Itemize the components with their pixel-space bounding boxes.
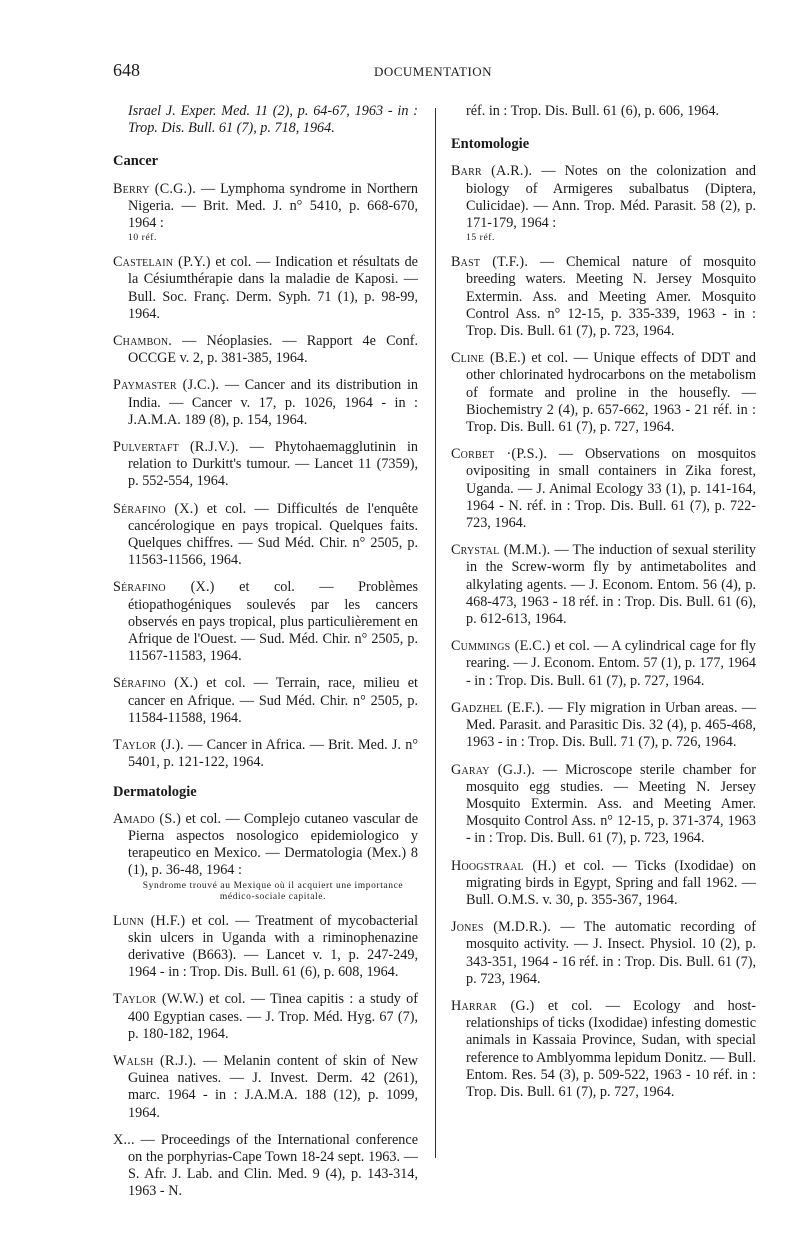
entry-author: Sérafino (X.) (113, 675, 199, 692)
section-title: Dermatologie (113, 783, 197, 800)
bibliography-entry (113, 811, 418, 903)
bibliography-entry (113, 913, 418, 982)
entry-author: Corbet ·(P.S.). (451, 446, 548, 463)
entry-author: Paymaster (J.C.). (113, 377, 220, 394)
entry-text: — Microscope sterile chamber for mosquito egg studies. — Meeting N. Jersey Mosquito Extermin. Ass. and Meeting Amer. Mosquito Control Ass. n° 12-15, p. 371-374, 1963 - in : Trop. Dis. Bull. 61 (7), p. 723, 1964. (466, 761, 756, 847)
running-head: DOCUMENTATION (373, 64, 493, 79)
bibliography-entry (113, 579, 418, 665)
entry-author: Walsh (R.J.). (113, 1052, 197, 1069)
bibliography-entry (451, 919, 756, 988)
entry-note: 10 réf. (128, 233, 157, 244)
entry-text: — Melanin content of skin of New Guinea natives. — J. Invest. Derm. 42 (261), marc. 1964 - in : J.A.M.A. 188 (12), p. 1099, 1964. (128, 1052, 418, 1121)
entry-text: — Cancer and its distribution in India. — Cancer v. 17, p. 1026, 1964 - in : J.A.M.A. 189 (8), p. 154, 1964. (128, 377, 419, 428)
bibliography-entry (113, 377, 418, 429)
left-column (113, 103, 418, 1211)
entry-text: — The automatic recording of mosquito activity. — J. Insect. Physiol. 10 (2), p. 343-351, 1964 - 16 réf. in : Trop. Dis. Bull. 61 (7), p. 723, 1964. (466, 919, 756, 987)
entry-text: et col. — Indication et résultats de la Césiumthérapie dans la maladie de Kaposi. — Bull. Soc. Franç. Derm. Syph. 71 (1), p. 98-99, 1964. (128, 254, 418, 322)
right-column (451, 103, 756, 1111)
entry-text: — Lymphoma syndrome in Northern Nigeria. — Brit. Med. J. n° 5410, p. 668-670, 1964 : (128, 180, 418, 232)
bibliography-entry (451, 700, 756, 752)
bibliography-entry (451, 638, 756, 690)
bibliography-entry (451, 446, 756, 532)
bibliography-entry (451, 762, 756, 848)
bibliography-entry (113, 675, 418, 727)
continuation-text: réf. in : Trop. Dis. Bull. 61 (6), p. 606, 1964. (466, 103, 720, 119)
entry-author: Taylor (W.W.) (113, 991, 204, 1008)
entry-author: Lunn (H.F.) (113, 912, 186, 929)
entry-author: Harrar (G.) (451, 997, 535, 1014)
entry-author: Chambon. (113, 333, 173, 350)
entry-text: et col. — Problèmes étiopathogéniques soulevés par les cancers observés en pays tropical, plus particulièrement en Afrique de l'Ouest. — Sud. Méd. Chir. n° 2505, p. 11567-11583, 1964. (128, 579, 419, 665)
bibliography-entry (113, 439, 418, 491)
column-divider (435, 108, 436, 1158)
entry-text: — Cancer in Africa. — Brit. Med. J. n° 5401, p. 121-122, 1964. (128, 737, 418, 771)
bibliography-entry (113, 181, 418, 245)
page-header (113, 60, 753, 86)
entry-author: Cline (B.E.) (451, 350, 526, 367)
entry-text: et col. — Complejo cutaneo vascular de Pierna aspectos nosologico epidemiologico y terapeutico en Mexico. — Dermatologia (Mex.) 8 (1), p. 36-48, 1964 : (128, 810, 418, 879)
entry-text: et col. — Tinea capitis : a study of 400 Egyptian cases. — J. Trop. Méd. Hyg. 67 (7), p. 180-182, 1964. (128, 991, 418, 1042)
entry-author: Cummings (E.C.) (451, 638, 551, 655)
entry-text: — Notes on the colonization and biology of Armigeres subalbatus (Diptera, Culicidae). — Ann. Trop. Méd. Parasit. 58 (2), p. 171-179, 1964 : (466, 163, 756, 232)
bibliography-entry (113, 333, 418, 367)
entry-author: Garay (G.J.). (451, 761, 536, 778)
entry-text: et col. — A cylindrical cage for fly rearing. — J. Econom. Entom. 57 (1), p. 177, 1964 - in : Trop. Dis. Bull. 61 (7), p. 727, 1964. (466, 638, 756, 689)
entry-text: — Observations on mosquitos ovipositing in small containers in Zika forest, Uganda. — J. Animal Ecology 33 (1), p. 141-164, 1964 - N. réf. in : Trop. Dis. Bull. 61 (7), p. 722-723, 1964. (466, 446, 756, 532)
page-number: 648 (113, 60, 140, 80)
entry-author: Pulvertaft (R.J.V.). (113, 439, 239, 456)
entry-text: et col. — Ticks (Ixodidae) on migrating birds in Egypt, Spring and fall 1962. — Bull. O.M.S. v. 30, p. 355-367, 1964. (466, 857, 757, 908)
entry-author: Bast (T.F.). (451, 254, 529, 271)
entry-text: — Chemical nature of mosquito breeding waters. Meeting N. Jersey Mosquito Extermin. Ass. and Meeting Amer. Mosquito Control Ass. n° 12-15, p. 335-339, 1963 - in : Trop. Dis. Bull. 61 (7), p. 723, 1964. (466, 254, 756, 340)
entry-author: Barr (A.R.). (451, 163, 533, 180)
entry-author: Sérafino (X.) (113, 579, 215, 596)
entry-author: Jones (M.D.R.). (451, 919, 551, 936)
entry-text: et col. — Ecology and host-relationships of ticks (Ixodidae) infesting domestic animals in Kassaia Province, Sudan, with special reference to Amblyomma lepidum Donitz. — Bull. Entom. Res. 54 (3), p. 509-522, 1963 - 10 réf. in : Trop. Dis. Bull. 61 (7), p. 727, 1964. (466, 997, 756, 1100)
bibliography-entry (451, 858, 756, 910)
entry-text: et col. — Difficultés de l'enquête cancérologique en pays tropical. Quelques faits. Quelques chiffres. — Sud Méd. Chir. n° 2505, p. 11563-11566, 1964. (128, 500, 418, 569)
section-title: Cancer (113, 153, 159, 170)
bibliography-entry (451, 542, 756, 628)
bibliography-entry (451, 163, 756, 244)
entry-author: Castelain (P.Y.) (113, 254, 211, 271)
bibliography-entry (113, 1132, 418, 1201)
entry-text: — The induction of sexual sterility in the Screw-worm fly by antimetabolites and alkylating agents. — J. Econom. Entom. 56 (4), p. 468-473, 1963 - 18 réf. in : Trop. Dis. Bull. 61 (6), p. 612-613, 1964. (466, 542, 756, 628)
entry-author: Amado (S.) (113, 810, 182, 827)
bibliography-entry (113, 254, 418, 323)
entry-text: et col. — Treatment of mycobacterial skin ulcers in Uganda with a riminophenazine derivative (B663). — Lancet v. 1, p. 247-249, 1964 - in : Trop. Dis. Bull. 61 (6), p. 608, 1964. (128, 912, 419, 981)
entry-author: Sérafino (X.) (113, 500, 199, 517)
entry-author: X... (113, 1131, 135, 1148)
bibliography-entry (113, 991, 418, 1043)
entry-text: — Néoplasies. — Rapport 4e Conf. OCCGE v. 2, p. 381-385, 1964. (128, 333, 418, 367)
entry-author: Berry (C.G.). (113, 180, 196, 197)
continuation-text: Israel J. Exper. Med. 11 (2), p. 64-67, 1963 - in : Trop. Dis. Bull. 61 (7), p. 718, 1964. (128, 103, 418, 137)
bibliography-entry (451, 998, 756, 1101)
bibliography-entry (113, 737, 418, 771)
bibliography-entry (451, 254, 756, 340)
entry-text: — Fly migration in Urban areas. — Med. Parasit. and Parasitic Dis. 32 (4), p. 465-468, 1963 - in : Trop. Dis. Bull. 71 (7), p. 726, 1964. (466, 699, 757, 751)
entry-text: et col. — Unique effects of DDT and other chlorinated hydrocarbons on the metabolism of formate and proline in the housefly. — Biochemistry 2 (4), p. 657-662, 1963 - 21 réf. in : Trop. Dis. Bull. 61 (7), p. 727, 1964. (466, 350, 756, 436)
entry-author: Crystal (M.M.). (451, 542, 551, 559)
bibliography-entry (113, 1053, 418, 1122)
entry-text: et col. — Terrain, race, milieu et cancer en Afrique. — Sud Méd. Chir. n° 2505, p. 11584-11588, 1964. (128, 675, 418, 726)
bibliography-entry (451, 350, 756, 436)
entry-author: Gadzhel (E.F.). (451, 699, 545, 716)
entry-author: Hoogstraal (H.) (451, 857, 557, 874)
entry-note: Syndrome trouvé au Mexique où il acquiert une importance médico-sociale capitale. (142, 880, 404, 902)
entry-author: Taylor (J.). (113, 737, 184, 754)
entry-note: 15 réf. (466, 233, 495, 244)
entry-text: — Phytohaemagglutinin in relation to Durkitt's tumour. — Lancet 11 (7359), p. 552-554, 1964. (128, 439, 419, 490)
bibliography-entry (113, 501, 418, 570)
section-title: Entomologie (451, 136, 530, 153)
entry-text: — Proceedings of the International conference on the porphyrias-Cape Town 18-24 sept. 1963. — S. Afr. J. Lab. and Clin. Med. 9 (4), p. 143-314, 1963 - N. (128, 1131, 418, 1200)
